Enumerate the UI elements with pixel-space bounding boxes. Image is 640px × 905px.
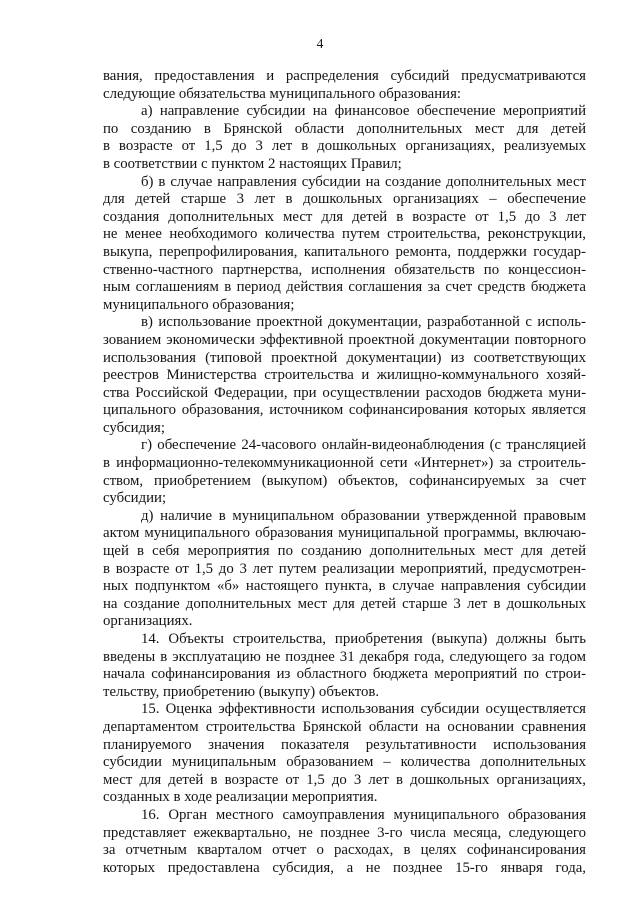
text-line: выкупа, перепрофилирования, капитального ремонта, поддержки государ-: [103, 243, 586, 260]
text-line: в) использование проектной документации, разработанной с исполь-: [141, 314, 586, 331]
page-number: 4: [316, 36, 324, 51]
text-line: ных подпунктом «б» настоящего пункта, в случае направления субсидии: [103, 578, 586, 595]
text-line: за отчетным кварталом отчет о расходах, в целях софинансирования: [103, 842, 586, 859]
text-line: муниципального образования;: [103, 296, 295, 313]
text-line: для детей старше 3 лет в дошкольных организациях – обеспечение: [103, 191, 586, 208]
text-line: ством, приобретением (выкупом) объектов, софинансируемых за счет: [103, 472, 586, 489]
text-line: ным соглашениям в период действия соглашения за счет средств бюджета: [103, 279, 586, 296]
text-line: субсидии муниципальным образованием – количества дополнительных: [103, 754, 586, 771]
text-line: мест для детей в возрасте от 1,5 до 3 лет в дошкольных организациях,: [103, 771, 586, 788]
text-line: которых предоставлена субсидия, а не позднее 15-го января года,: [103, 859, 586, 876]
text-line: организациях.: [103, 613, 193, 630]
text-line: реестров Министерства строительства и жилищно-коммунального хозяй-: [103, 367, 586, 384]
document-body: [103, 68, 586, 877]
text-line: созданных в ходе реализации мероприятия.: [103, 789, 378, 806]
text-line: а) направление субсидии на финансовое обеспечение мероприятий: [141, 103, 586, 120]
text-line: в соответствии с пунктом 2 настоящих Правил;: [103, 155, 402, 172]
text-line: использования (типовой проектной документации) из соответствующих: [103, 349, 586, 366]
text-line: в возрасте от 1,5 до 3 лет путем реализации мероприятий, предусмотрен-: [103, 560, 586, 577]
text-line: субсидии;: [103, 490, 167, 507]
text-line: начала софинансирования из областного бюджета мероприятий по строи-: [103, 666, 586, 683]
text-line: зованием экономически эффективной проектной документации повторного: [103, 331, 586, 348]
text-line: актом муниципального образования муниципальной программы, включаю-: [103, 525, 586, 542]
text-line: щей в себя мероприятия по созданию дополнительных мест для детей: [103, 543, 586, 560]
text-line: д) наличие в муниципальном образовании утвержденной правовым: [141, 507, 586, 524]
text-line: по созданию в Брянской области дополнительных мест для детей: [103, 120, 586, 137]
text-line: ства Российской Федерации, при осуществлении расходов бюджета муни-: [103, 384, 586, 401]
text-line: ципального образования, источником софинансирования которых является: [103, 402, 586, 419]
text-line: в возрасте от 1,5 до 3 лет в дошкольных организациях, реализуемых: [103, 138, 586, 155]
text-line: субсидия;: [103, 419, 165, 436]
text-line: представляет ежеквартально, не позднее 3-го числа месяца, следующего: [103, 824, 586, 841]
text-line: следующие обязательства муниципального образования:: [103, 85, 462, 102]
text-line: на создание дополнительных мест для детей старше 3 лет в дошкольных: [103, 595, 586, 612]
text-line: департаментом строительства Брянской области на основании сравнения: [103, 718, 586, 735]
text-line: не менее необходимого количества путем строительства, реконструкции,: [103, 226, 586, 243]
text-line: планируемого значения показателя результативности использования: [103, 736, 586, 753]
text-line: 14. Объекты строительства, приобретения (выкупа) должны быть: [141, 631, 586, 647]
text-line: г) обеспечение 24-часового онлайн-видеонаблюдения (с трансляцией: [141, 437, 586, 454]
text-line: тельству, приобретению (выкупу) объектов.: [103, 683, 380, 700]
text-line: б) в случае направления субсидии на создание дополнительных мест: [141, 173, 586, 190]
text-line: в информационно-телекоммуникационной сети «Интернет») за строитель-: [103, 455, 586, 472]
text-line: создания дополнительных мест для детей в возрасте от 1,5 до 3 лет: [103, 208, 586, 225]
text-line: введены в эксплуатацию не позднее 31 декабря года, следующего за годом: [103, 648, 586, 665]
text-line: 16. Орган местного самоуправления муниципального образования: [141, 806, 586, 823]
text-line: вания, предоставления и распределения субсидий предусматриваются: [103, 68, 586, 84]
text-line: ственно-частного партнерства, исполнения обязательств по концессион-: [103, 261, 586, 278]
text-line: 15. Оценка эффективности использования субсидии осуществляется: [141, 701, 586, 718]
